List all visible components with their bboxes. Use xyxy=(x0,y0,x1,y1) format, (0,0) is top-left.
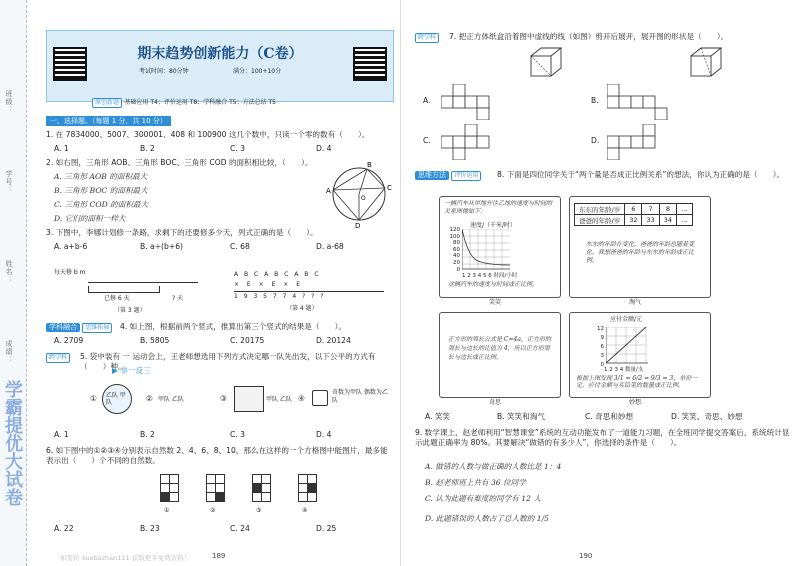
lottery-box-icon xyxy=(234,386,264,412)
q4-option-c: C. 20175 xyxy=(230,336,265,345)
q8-option-b: B. 笑笑和淘气 xyxy=(497,412,546,421)
q4-tag-1: 学科融合 xyxy=(46,323,80,332)
spine-field-name: 姓名： xyxy=(5,260,13,284)
card-xiaoxiao xyxy=(439,196,561,298)
q2-option-c: C. 三角形 COD 的面积最大 xyxy=(54,200,149,209)
card2-name: 淘气 xyxy=(629,299,642,306)
q6-num-2: ② xyxy=(210,507,216,514)
dice-icon xyxy=(312,390,328,406)
q3-option-a: A. a+b-6 xyxy=(54,242,88,251)
card2-r2-c1: 爸爸的年龄/岁 xyxy=(575,215,625,226)
q6-option-c: C. 24 xyxy=(230,524,250,533)
q3-road-line xyxy=(88,282,198,283)
q6-grid-figure xyxy=(160,474,360,522)
question-3: 3. 下图中，李娜计划修一条路，求剩下的还要修多少天，列式正确的是（ ）。 xyxy=(46,228,318,237)
q5-option-b: B. 2 xyxy=(140,430,155,439)
card4-ytick-12: 12 xyxy=(597,326,604,332)
exam-header xyxy=(46,30,394,102)
q4-option-a: A. 2709 xyxy=(54,336,84,345)
q7-option-d: D. xyxy=(591,136,600,145)
cube-cut-icon xyxy=(687,44,727,80)
question-5: 5. 袋中装有 一 运动会上，王老师想选用下列方式决定哪一队先出发，以下公平的方式有（ ）种。 xyxy=(80,352,376,371)
q3-brace-built xyxy=(88,286,160,293)
card2-age-table xyxy=(574,203,693,226)
trend-label: 原创新题 xyxy=(92,98,122,108)
q4-option-b: B. 5805 xyxy=(140,336,170,345)
q5-item-3: ③ xyxy=(220,394,227,403)
q5-item-1: ① xyxy=(90,394,97,403)
q1-option-a: A. 1 xyxy=(54,144,69,153)
q7-option-b: B. xyxy=(591,96,599,105)
q3-fig-remaining-label: ? 天 xyxy=(172,295,184,302)
q2-option-d: D. 它们的面积一样大 xyxy=(54,214,126,223)
trend-items: 基础应用 T4；评价运用 T8；学科融合 T5；方法总结 T5 xyxy=(124,99,276,106)
q9-option-a: A. 做错的人数与做正确的人数比是 1：4 xyxy=(425,462,562,471)
q5-sub-link[interactable]: ▶ 举一反三 xyxy=(112,366,151,375)
card4-name: 妙想 xyxy=(629,399,642,406)
q8-option-d: D. 笑笑、奇思、妙想 xyxy=(671,412,743,421)
card1-ytick-100: 100 xyxy=(449,233,460,240)
right-page xyxy=(400,0,800,566)
net-b-figure xyxy=(607,84,697,120)
question-4: 4. 如上图，根据前两个竖式，推算出第三个竖式的结果是（ ）。 xyxy=(120,322,347,331)
q4-fig-row-1: A B C A B C A B C xyxy=(234,271,321,278)
card2-note: 东东的年龄在变化，爸爸的年龄也随着变化，我想爸爸的年龄与东东的年龄成正比例。 xyxy=(586,241,695,264)
card4-ytick-6: 6 xyxy=(600,344,604,350)
card3-note: 正方形的周长公式是 C=4a，正方形的周长与边长的比值为 4，所以正方形周长与边长成正比例。 xyxy=(448,336,551,361)
circle-label-a: A xyxy=(326,187,331,195)
q1-option-b: B. 2 xyxy=(140,144,155,153)
q2-option-b: B. 三角形 BOC 的面积最大 xyxy=(54,186,148,195)
card4-ytick-9: 9 xyxy=(600,335,604,341)
card-taoqi xyxy=(569,196,711,298)
spine-field-score: 成绩： xyxy=(5,340,13,364)
card1-xlabel: 1 2 3 4 5 6 时间/小时 xyxy=(462,273,518,279)
card-qisi xyxy=(439,312,561,398)
question-1: 1. 在 7834000、5007、300001、408 和 100900 这几个数中，只读一个零的数有（ ）。 xyxy=(46,130,370,139)
q9-option-d: D. 此题错误的人数占了总人数的 1/5 xyxy=(425,514,549,523)
spine-brand: 学霸提优大试卷 xyxy=(2,380,23,506)
card2-r1-c3: 7 xyxy=(642,204,659,215)
q4-vertical-figure xyxy=(230,264,390,314)
q9-option-b: B. 赵老师班上共有 36 位同学 xyxy=(425,478,526,487)
card4-ytick-0: 0 xyxy=(600,362,604,368)
section-choice: 一、选择题。（每题 1 分，共 10 分） xyxy=(46,116,171,126)
exam-time: 考试时间：80分钟 xyxy=(139,68,189,75)
q4-option-d: D. 20124 xyxy=(316,336,351,345)
card1-title: 一辆汽车从甲地开往乙地的速度与时间的关系图像如下： xyxy=(444,200,553,215)
card1-speed-chart xyxy=(462,229,512,271)
q3-option-d: D. a-68 xyxy=(316,242,344,251)
q5-option-d: D. 4 xyxy=(316,430,332,439)
q6-num-3: ③ xyxy=(256,507,262,514)
card4-ytick-3: 3 xyxy=(600,353,604,359)
question-6: 6. 如下图中的①②③④分别表示自然数 2、4、6、8、10，那么在这样的一个方格图中能图片，最多能表示出（ ）个不同的自然数。 xyxy=(46,446,388,465)
question-9: 9. 数学课上，赵老师利用“智慧课堂”系统的互动功能发布了一道能力习题，在全班同学提交答案后，系统统计显示此题正确率为 80%。其要解决“做错的有多少人”，你选择的条件是（ ）。 xyxy=(415,428,790,447)
card4-note: 根据上图发现 3/1 = 6/2 = 9/3 = 3，单价一定，应付金额与买铅笔的数量成正比例。 xyxy=(576,375,698,389)
card2-r2-c5: … xyxy=(677,215,693,226)
binding-spine xyxy=(0,0,27,566)
q5-methods-figure xyxy=(90,382,390,422)
card4-ylabel: 应付金额/元 xyxy=(610,316,643,323)
card2-r2-c2: 32 xyxy=(625,215,642,226)
net-a-figure xyxy=(441,84,531,120)
q4-tag-2: 思维拓展 xyxy=(82,323,112,333)
q6-option-a: A. 22 xyxy=(54,524,74,533)
q6-option-d: D. 25 xyxy=(316,524,337,533)
q5-tag: 跨学科 xyxy=(46,353,70,363)
q1-option-d: D. 4 xyxy=(316,144,332,153)
card1-ytick-40: 40 xyxy=(453,253,460,260)
q3-fig-built-label: 已修 6 天 xyxy=(104,295,130,302)
card1-note: 这辆汽车的速度与时间成正比例。 xyxy=(448,281,539,288)
card2-r1-c5: … xyxy=(677,204,693,215)
card1-name: 笑笑 xyxy=(489,299,502,306)
card2-r2-c4: 34 xyxy=(659,215,676,226)
card3-name: 奇思 xyxy=(489,399,502,406)
circle-label-b: B xyxy=(367,161,372,169)
card2-r1-c1: 东东的年龄/岁 xyxy=(575,204,625,215)
q2-option-a: A. 三角形 AOB 的面积最大 xyxy=(54,172,148,181)
card2-r1-c4: 8 xyxy=(659,204,676,215)
q4-fig-row-3: 1 9 3 5 7 7 4 ? ? ? xyxy=(234,293,326,300)
q8-tag-2: 评价运用 xyxy=(451,171,481,181)
q5-label-2: 甲队 乙队 xyxy=(158,396,184,403)
card4-price-chart xyxy=(606,327,650,367)
footer-note: 如需转 xuebazhan111 获取更多免费资料！ xyxy=(60,554,191,562)
card1-ytick-80: 80 xyxy=(453,240,460,247)
circle-label-c: C xyxy=(387,184,392,192)
card4-xlabel: 1 2 3 4 数量/支 xyxy=(604,367,644,373)
q5-label-1: 乙队 甲队 xyxy=(106,392,126,406)
spine-field-class: 班级： xyxy=(5,90,13,114)
q7-option-c: C. xyxy=(423,136,431,145)
question-8: 8. 下面是四位同学关于“两个量是否成正比例关系”的想法，你认为正确的是（ ）。 xyxy=(497,170,785,179)
spine-field-number: 学号： xyxy=(5,170,13,194)
q8-option-c: C. 奇思和妙想 xyxy=(585,412,634,421)
card1-ytick-120: 120 xyxy=(449,227,460,233)
circle-label-d: D xyxy=(355,222,361,228)
exam-score: 满分：100+10分 xyxy=(233,68,282,75)
q1-option-c: C. 3 xyxy=(230,144,245,153)
card2-r2-c3: 33 xyxy=(642,215,659,226)
q5-label-4: 奇数为甲队 偶数为乙队 xyxy=(332,389,388,404)
net-d-figure xyxy=(607,124,697,160)
q5-item-4: ④ xyxy=(298,394,305,403)
q4-fig-row-2: × E × E × E xyxy=(234,281,303,288)
q8-tag-1: 思维方法 xyxy=(415,171,449,180)
q7-option-a: A. xyxy=(423,96,431,105)
card1-ytick-60: 60 xyxy=(453,246,460,253)
exam-title: 期末趋势创新能力（C卷） xyxy=(137,46,303,62)
q2-circle-figure xyxy=(325,160,395,228)
q5-label-3: 甲队 乙队 xyxy=(266,396,292,403)
page-number-left: 189 xyxy=(212,552,226,560)
card2-r1-c2: 6 xyxy=(625,204,642,215)
q5-item-2: ② xyxy=(146,394,153,403)
q5-option-a: A. 1 xyxy=(54,430,69,439)
card1-ylabel: 速度/（千米/时） xyxy=(470,222,517,229)
question-2: 2. 如右图，三角形 AOB、三角形 BOC、三角形 COD 的面积相比较，（ ）。 xyxy=(46,158,313,167)
q3-option-c: C. 68 xyxy=(230,242,250,251)
q6-num-4: ④ xyxy=(302,507,308,514)
q9-option-c: C. 认为此题有难度的同学有 12 人 xyxy=(425,494,541,503)
page-number-right: 190 xyxy=(579,552,593,560)
question-7: 7. 把正方体纸盒沿着图中虚线的线（如图）剪开后展开，展开图的形状是（ ）。 xyxy=(449,32,729,41)
net-c-figure xyxy=(441,124,531,160)
q5-option-c: C. 3 xyxy=(230,430,245,439)
card1-ytick-0: 0 xyxy=(456,266,460,273)
q4-fig-caption: （第 4 题） xyxy=(286,305,318,312)
q3-fig-top-label: 每天修 b m xyxy=(54,269,86,276)
circle-label-o: O xyxy=(361,195,366,202)
q6-num-1: ① xyxy=(164,507,170,514)
q8-option-a: A. 笑笑 xyxy=(425,412,451,421)
q3-road-figure xyxy=(54,258,204,318)
card-miaoxiang xyxy=(569,312,711,398)
q7-tag: 跨学科 xyxy=(415,33,439,43)
q6-option-b: B. 23 xyxy=(140,524,160,533)
q3-option-b: B. a÷(b+6) xyxy=(140,242,183,251)
cube-icon xyxy=(527,44,567,80)
card1-ytick-20: 20 xyxy=(453,259,460,266)
q3-fig-caption: （第 3 题） xyxy=(114,307,146,314)
